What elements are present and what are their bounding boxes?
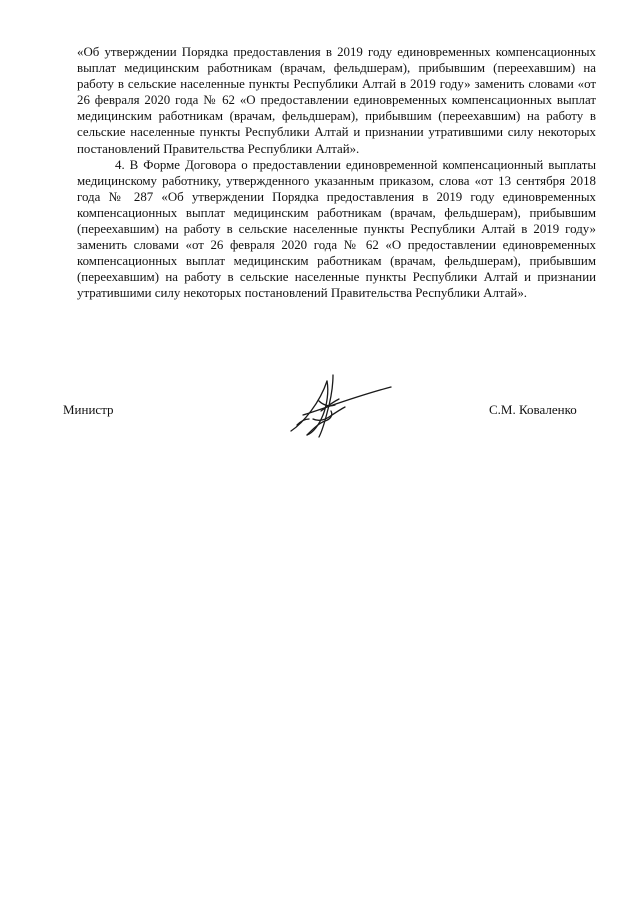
signatory-position: Министр <box>63 402 114 417</box>
handwritten-signature <box>283 371 395 439</box>
document-body <box>77 44 596 302</box>
paragraph-continuation: «Об утверждении Порядка предоставления в 2019 году единовременных компенсационных выплат медицинским работникам (врачам, фельдшерам), прибывшим (переехавшим) на работу в сельские населенные пункты Республики Алтай в 2019 году» заменить словами «от 26 февраля 2020 года № 62 «О предоставлении единовременных компенсационных выплат медицинским работникам (врачам, фельдшерам), прибывшим (переехавшим) на работу в сельские населенные пункты Республики Алтай и признании утратившими силу некоторых постановлений Правительства Республики Алтай». <box>77 45 596 156</box>
paragraph-4: 4. В Форме Договора о предоставлении единовременной компенсационный выплаты медицинскому работнику, утвержденного указанным приказом, слова «от 13 сентября 2018 года № 287 «Об утверждении Порядка предоставления в 2019 году единовременных компенсационных выплат медицинским работникам (врачам, фельдшерам), прибывшим (переехавшим) на работу в сельские населенные пункты Республики Алтай в 2019 году» заменить словами «от 26 февраля 2020 года № 62 «О предоставлении единовременных компенсационных выплат медицинским работникам (врачам, фельдшерам), прибывшим (переехавшим) на работу в сельские населенные пункты Республики Алтай и признании утратившими силу некоторых постановлений Правительства Республики Алтай». <box>77 157 596 301</box>
signatory-name: С.М. Коваленко <box>489 402 577 417</box>
